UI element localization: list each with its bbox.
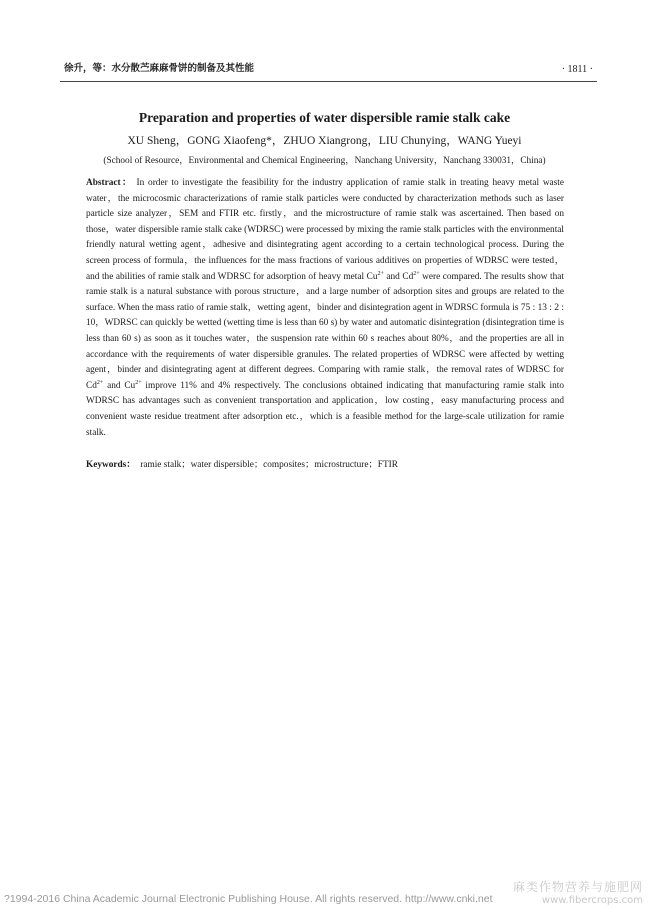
keywords-text: ramie stalk；water dispersible；composites；microstructure；FTIR: [140, 460, 398, 470]
superscript-charge: 2+: [377, 270, 384, 277]
abstract-text-4: and Cu: [103, 380, 136, 391]
running-title: 徐升，等：水分散苎麻麻骨饼的制备及其性能: [64, 63, 255, 74]
abstract: [86, 176, 564, 441]
paper-title: Preparation and properties of water dispersible ramie stalk cake: [138, 110, 511, 125]
header-divider: [60, 81, 597, 82]
abstract-text-2: and Cd: [383, 271, 414, 282]
superscript-charge: 2+: [135, 379, 142, 386]
site-watermark: [513, 878, 643, 906]
abstract-text-3: were compared. The results show that ramie stalk is a natural substance with porous structure，and a large number of adsorption sites and groups are related to the surface. When the mass ratio of ramie stalk，wetting agent，binder and disintegration agent in WDRSC formula is 75 : 13 : 2 : 10，WDRSC can quickly be wetted (wetting time is less than 60 s) by water and automatic disintegration (disintegration time is less than 60 s) as soon as it touches water，the suspension rate within 60 s reaches about 80%，and the properties are all in accordance with the requirements of water dispersible granules. The related properties of WDRSC were affected by wetting agent，binder and disintegrating agent at different degrees. Comparing with ramie stalk，the removal rates of WDRSC for Cd: [86, 271, 564, 391]
author-list: XU Sheng，GONG Xiaofeng*，ZHUO Xiangrong，LIU Chunying，WANG Yueyi: [127, 135, 522, 147]
superscript-charge: 2+: [96, 379, 104, 386]
watermark-cn: 麻类作物营养与施肥网: [512, 880, 643, 894]
keywords-label: Keywords：: [86, 460, 136, 470]
abstract-text-1: In order to investigate the feasibility for the industry application of ramie stalk in treating heavy metal waste water，the microcosmic characterizations of ramie stalk particles were conducted by characterization methods such as laser particle size analyzer，SEM and FTIR etc. firstly，and the microstructure of ramie stalk was ascertained. Then based on those，water dispersible ramie stalk cake (WDRSC) were processed by mixing the ramie stalk particles with the environmental friendly natural wetting agent，adhesive and disintegrating agent according to a certain technological process. During the screen process of formula，the influences for the mass fractions of various additives on properties of WDRSC were tested，and the abilities of ramie stalk and WDRSC for adsorption of heavy metal Cu: [86, 178, 564, 282]
watermark-en: www.fibercrops.com: [541, 895, 643, 906]
copyright-footer: ?1994-2016 China Academic Journal Electronic Publishing House. All rights reserved. http://www.cnki.net: [4, 893, 493, 905]
keywords: [86, 456, 564, 470]
affiliation: (School of Resource，Environmental and Chemical Engineering，Nanchang University，Nanchang 330031，China): [103, 156, 546, 166]
abstract-label: Abstract：: [86, 178, 133, 188]
abstract-text-5: improve 11% and 4% respectively. The conclusions obtained indicating that manufacturing ramie stalk into WDRSC has advantages such as convenient transportation and application，low costing，easy manufacturing process and convenient waste residue treatment after adsorption etc.，which is a feasible method for the large-scale utilization for ramie stalk.: [86, 380, 564, 438]
page-number: · 1811 ·: [561, 64, 593, 75]
superscript-charge: 2+: [413, 270, 420, 277]
